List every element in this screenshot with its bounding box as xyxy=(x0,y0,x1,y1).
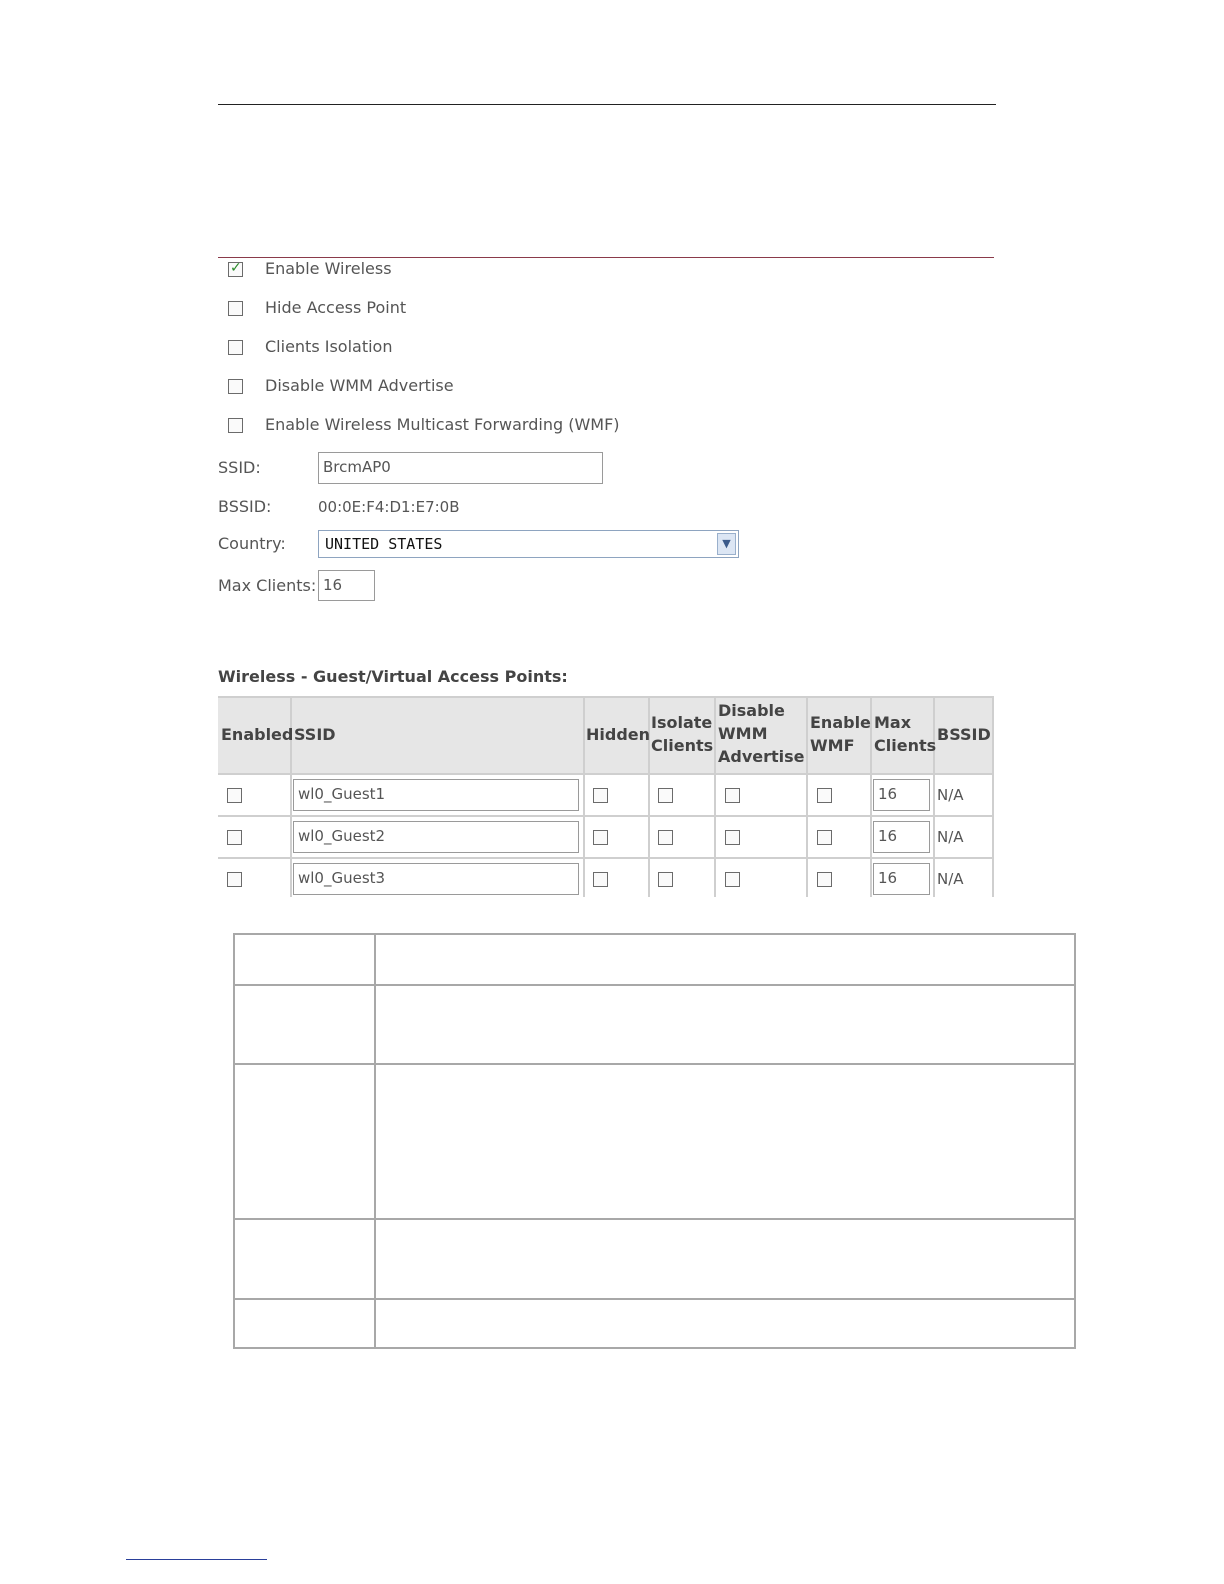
guest3-bssid: N/A xyxy=(937,870,964,888)
header-hidden: Hidden xyxy=(586,725,651,744)
bssid-label: BSSID: xyxy=(218,497,272,516)
grid-line xyxy=(806,696,808,897)
ssid-label: SSID: xyxy=(218,458,261,477)
table-row-divider xyxy=(235,1218,1074,1220)
clients-isolation-label: Clients Isolation xyxy=(265,337,393,356)
enable-wireless-label: Enable Wireless xyxy=(265,259,392,278)
clients-isolation-checkbox[interactable] xyxy=(228,340,243,355)
hide-access-point-checkbox[interactable] xyxy=(228,301,243,316)
header-isolate-clients xyxy=(651,711,713,757)
grid-line xyxy=(218,815,994,817)
header-isolate-line1: Isolate xyxy=(651,713,713,732)
disable-wmm-advertise-checkbox[interactable] xyxy=(228,379,243,394)
grid-line xyxy=(218,696,994,698)
header-bssid: BSSID xyxy=(937,725,991,744)
hide-access-point-label: Hide Access Point xyxy=(265,298,407,317)
enable-wireless-checkbox[interactable] xyxy=(228,262,243,277)
description-table xyxy=(233,933,1076,1349)
table-column-divider xyxy=(374,935,376,1347)
guest1-enabled-checkbox[interactable] xyxy=(227,788,242,803)
guest3-max-clients-input[interactable]: 16 xyxy=(873,863,930,895)
guest1-ssid-input[interactable]: wl0_Guest1 xyxy=(293,779,579,811)
country-selected-value: UNITED STATES xyxy=(325,535,443,553)
guest-section-title: Wireless - Guest/Virtual Access Points: xyxy=(218,667,568,686)
header-wmm-line1: Disable xyxy=(718,701,785,720)
table-row-divider xyxy=(235,984,1074,986)
grid-line xyxy=(992,696,994,897)
guest2-wmm-checkbox[interactable] xyxy=(725,830,740,845)
guest2-max-clients-input[interactable]: 16 xyxy=(873,821,930,853)
header-enable-wmf xyxy=(810,711,871,757)
header-max-line1: Max xyxy=(874,713,912,732)
header-wmm-line2: WMM xyxy=(718,724,768,743)
header-wmm-line3: Advertise xyxy=(718,747,805,766)
guest2-wmf-checkbox[interactable] xyxy=(817,830,832,845)
guest3-wmm-checkbox[interactable] xyxy=(725,872,740,887)
guest3-enabled-checkbox[interactable] xyxy=(227,872,242,887)
guest1-hidden-checkbox[interactable] xyxy=(593,788,608,803)
guest1-wmf-checkbox[interactable] xyxy=(817,788,832,803)
guest-access-points-table xyxy=(218,696,994,897)
guest2-enabled-checkbox[interactable] xyxy=(227,830,242,845)
table-row-divider xyxy=(235,1063,1074,1065)
guest3-ssid-input[interactable]: wl0_Guest3 xyxy=(293,863,579,895)
country-select[interactable] xyxy=(318,530,739,558)
guest2-isolate-checkbox[interactable] xyxy=(658,830,673,845)
max-clients-input[interactable]: 16 xyxy=(318,570,375,601)
enable-wmf-checkbox[interactable] xyxy=(228,418,243,433)
footnote-rule xyxy=(126,1559,267,1560)
header-wmf-line1: Enable xyxy=(810,713,871,732)
header-enabled: Enabled xyxy=(221,725,294,744)
max-clients-label: Max Clients: xyxy=(218,576,317,595)
guest1-max-clients-input[interactable]: 16 xyxy=(873,779,930,811)
enable-wmf-label: Enable Wireless Multicast Forwarding (WMF) xyxy=(265,415,620,434)
header-ssid: SSID xyxy=(294,725,336,744)
top-rule xyxy=(218,104,996,105)
header-isolate-line2: Clients xyxy=(651,736,714,755)
guest3-wmf-checkbox[interactable] xyxy=(817,872,832,887)
disable-wmm-advertise-label: Disable WMM Advertise xyxy=(265,376,454,395)
guest2-bssid: N/A xyxy=(937,828,964,846)
guest1-isolate-checkbox[interactable] xyxy=(658,788,673,803)
grid-line xyxy=(218,773,994,775)
header-disable-wmm xyxy=(718,699,805,768)
guest1-wmm-checkbox[interactable] xyxy=(725,788,740,803)
header-max-clients xyxy=(874,711,936,757)
chevron-down-icon[interactable]: ▼ xyxy=(717,533,736,555)
guest3-hidden-checkbox[interactable] xyxy=(593,872,608,887)
guest1-bssid: N/A xyxy=(937,786,964,804)
header-wmf-line2: WMF xyxy=(810,736,855,755)
bssid-value: 00:0E:F4:D1:E7:0B xyxy=(318,498,460,516)
section-divider xyxy=(218,257,994,258)
country-label: Country: xyxy=(218,534,286,553)
guest2-hidden-checkbox[interactable] xyxy=(593,830,608,845)
grid-line xyxy=(218,857,994,859)
table-row-divider xyxy=(235,1298,1074,1300)
grid-line xyxy=(583,696,585,897)
header-max-line2: Clients xyxy=(874,736,937,755)
guest3-isolate-checkbox[interactable] xyxy=(658,872,673,887)
guest2-ssid-input[interactable]: wl0_Guest2 xyxy=(293,821,579,853)
ssid-input[interactable]: BrcmAP0 xyxy=(318,452,603,484)
grid-line xyxy=(714,696,716,897)
